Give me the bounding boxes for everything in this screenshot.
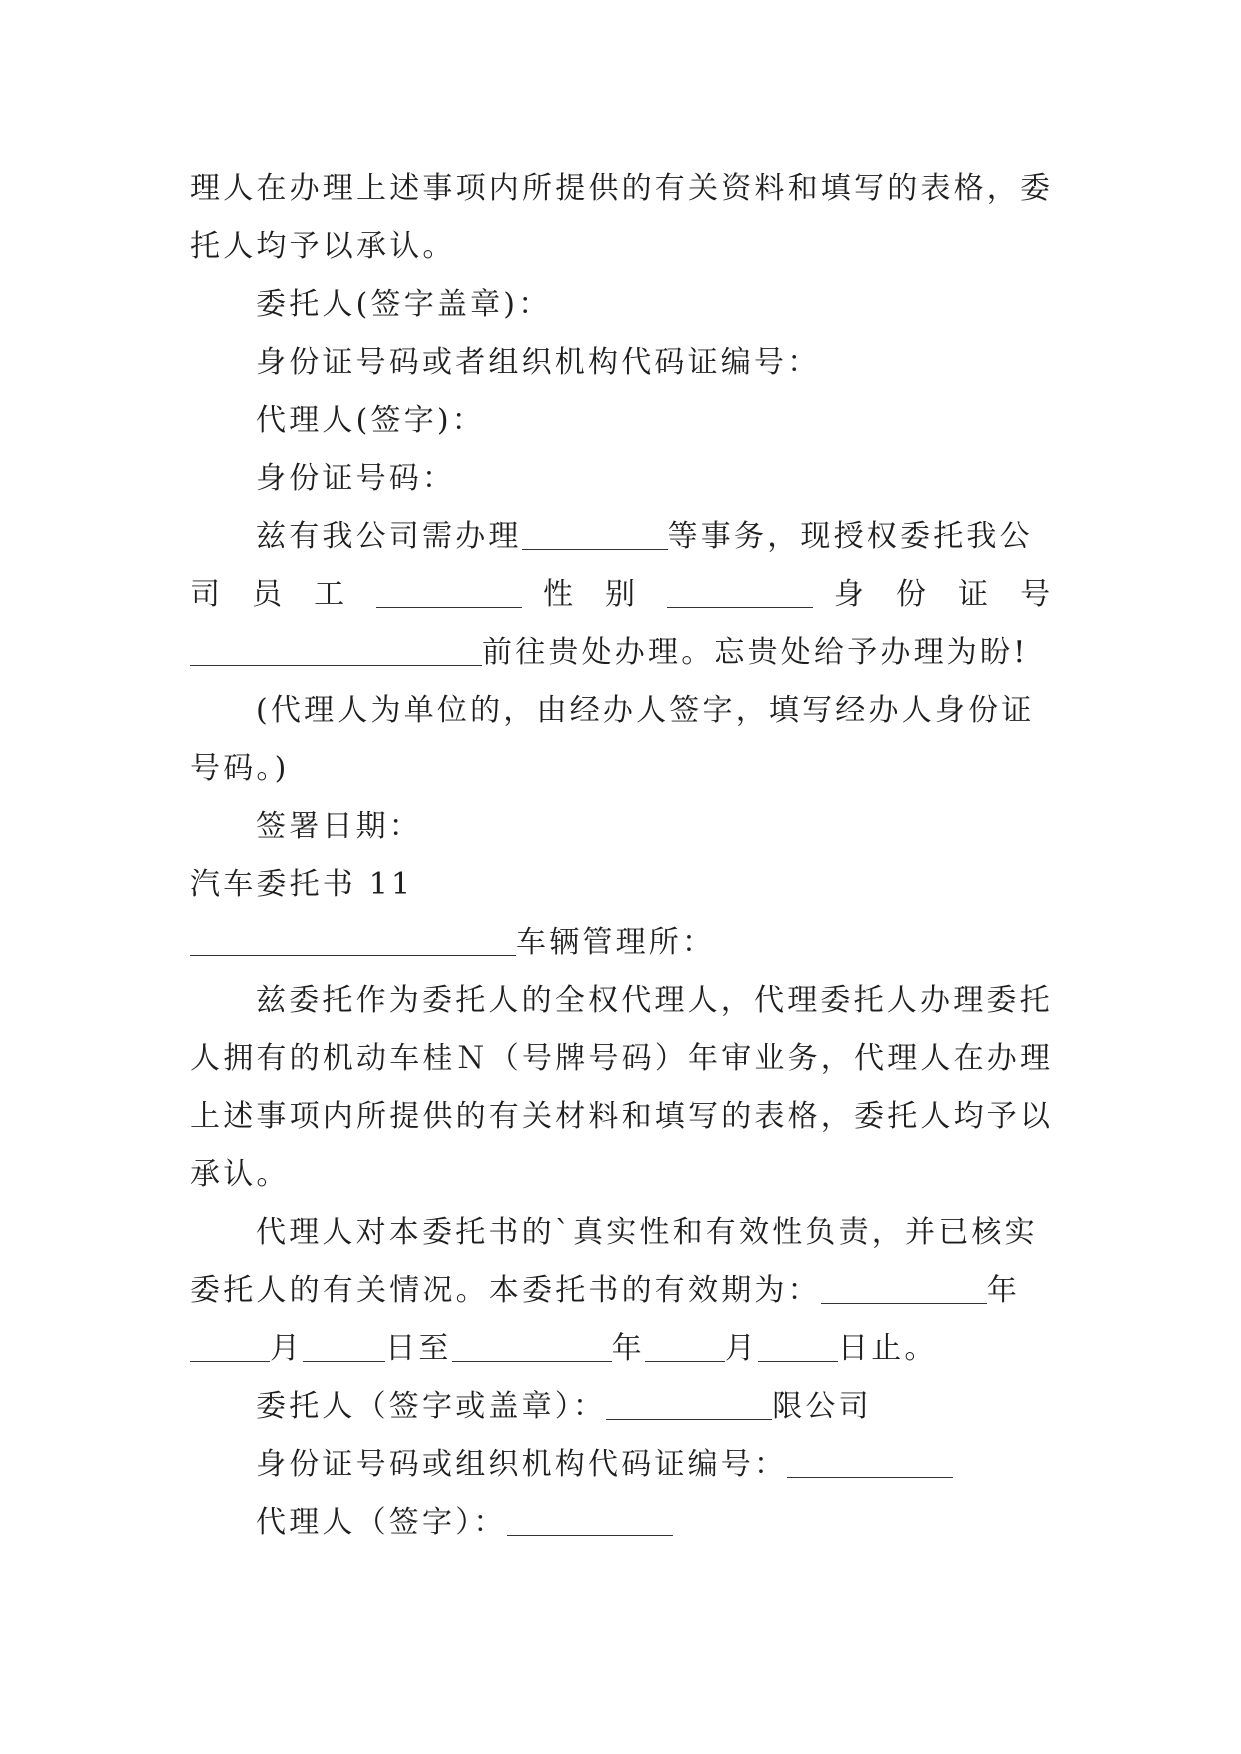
word-char: 性 <box>542 577 585 612</box>
paragraph-line: 上述事项内所提供的有关材料和填写的表格，委托人均予以 <box>190 1099 1054 1134</box>
agent-signature-label: 代理人（签字）： <box>256 1505 507 1540</box>
validity-text: 委托人的有关情况。本委托书的有效期为： <box>190 1273 821 1308</box>
paragraph-line: 理人在办理上述事项内所提供的有关资料和填写的表格，委 <box>190 171 1054 206</box>
word-char: 别 <box>605 577 647 612</box>
document-page <box>190 160 1054 1552</box>
validity-line-1 <box>190 1262 1050 1320</box>
agent-signature-blank <box>507 1505 673 1536</box>
company-name-blank <box>606 1389 772 1420</box>
word-char: 身 <box>833 577 876 612</box>
authorization-text: 前往贵处办理。忘贵处给予办理为盼! <box>482 635 1029 670</box>
paragraph-line: 人拥有的机动车桂Ｎ（号牌号码）年审业务，代理人在办理 <box>190 1041 1054 1076</box>
start-day-blank <box>303 1331 385 1362</box>
authorization-text: 等事务，现授权委托我公 <box>667 519 1033 554</box>
validity-line-2 <box>190 1320 1050 1378</box>
principal-signature-label: 委托人（签字或盖章）： <box>256 1389 607 1424</box>
addressee-text: 车辆管理所： <box>516 925 716 960</box>
year-label: 年 <box>611 1331 645 1366</box>
authorization-line-2 <box>190 566 1050 624</box>
day-to-label: 日至 <box>385 1331 452 1366</box>
gender-blank <box>667 577 813 608</box>
note-line: 号码。) <box>190 751 290 786</box>
paragraph-line: 代理人对本委托书的`真实性和有效性负责，并已核实 <box>256 1215 1038 1250</box>
day-end-label: 日止。 <box>838 1331 938 1366</box>
addressee-line <box>190 914 1050 972</box>
word-char: 工 <box>314 577 356 612</box>
month-label: 月 <box>724 1331 759 1366</box>
id-or-org-code-label: 身份证号码或组织机构代码证编号： <box>256 1447 788 1482</box>
principal-signature-label: 委托人(签字盖章)： <box>256 287 552 322</box>
paragraph-line: 兹委托作为委托人的全权代理人，代理委托人办理委托 <box>256 983 1053 1018</box>
word-char: 证 <box>958 577 1000 612</box>
word-char: 员 <box>252 577 294 612</box>
start-month-blank <box>190 1331 270 1362</box>
paragraph-line: 承认。 <box>190 1157 290 1192</box>
matter-blank <box>522 519 668 550</box>
company-suffix: 限公司 <box>772 1389 872 1424</box>
employee-name-blank <box>376 577 522 608</box>
authorization-line-3 <box>190 624 1050 682</box>
month-label: 月 <box>270 1331 304 1366</box>
note-line: (代理人为单位的，由经办人签字，填写经办人身份证 <box>256 693 1035 728</box>
id-or-org-code-blank <box>787 1447 953 1478</box>
authorization-line-1 <box>190 508 1050 566</box>
office-name-blank <box>190 925 516 956</box>
agent-sign-line <box>190 1494 1050 1552</box>
id-org-line <box>190 1436 1050 1494</box>
paragraph-line: 托人均予以承认。 <box>190 229 456 264</box>
end-day-blank <box>758 1331 838 1362</box>
end-year-blank <box>452 1331 612 1362</box>
year-label: 年 <box>986 1273 1021 1308</box>
section-heading: 汽车委托书 11 <box>190 867 414 902</box>
word-char: 号 <box>1020 577 1051 612</box>
id-number-blank <box>190 635 482 666</box>
word-char: 司 <box>190 577 232 612</box>
authorization-text: 兹有我公司需办理 <box>256 519 522 554</box>
id-or-org-code-label: 身份证号码或者组织机构代码证编号： <box>256 345 821 380</box>
id-number-label: 身份证号码： <box>256 461 456 496</box>
start-year-blank <box>821 1273 987 1304</box>
signing-date-label: 签署日期： <box>256 809 422 844</box>
end-month-blank <box>645 1331 725 1362</box>
word-char: 份 <box>895 577 938 612</box>
principal-sign-line <box>190 1378 1050 1436</box>
agent-signature-label: 代理人(签字)： <box>256 403 486 438</box>
